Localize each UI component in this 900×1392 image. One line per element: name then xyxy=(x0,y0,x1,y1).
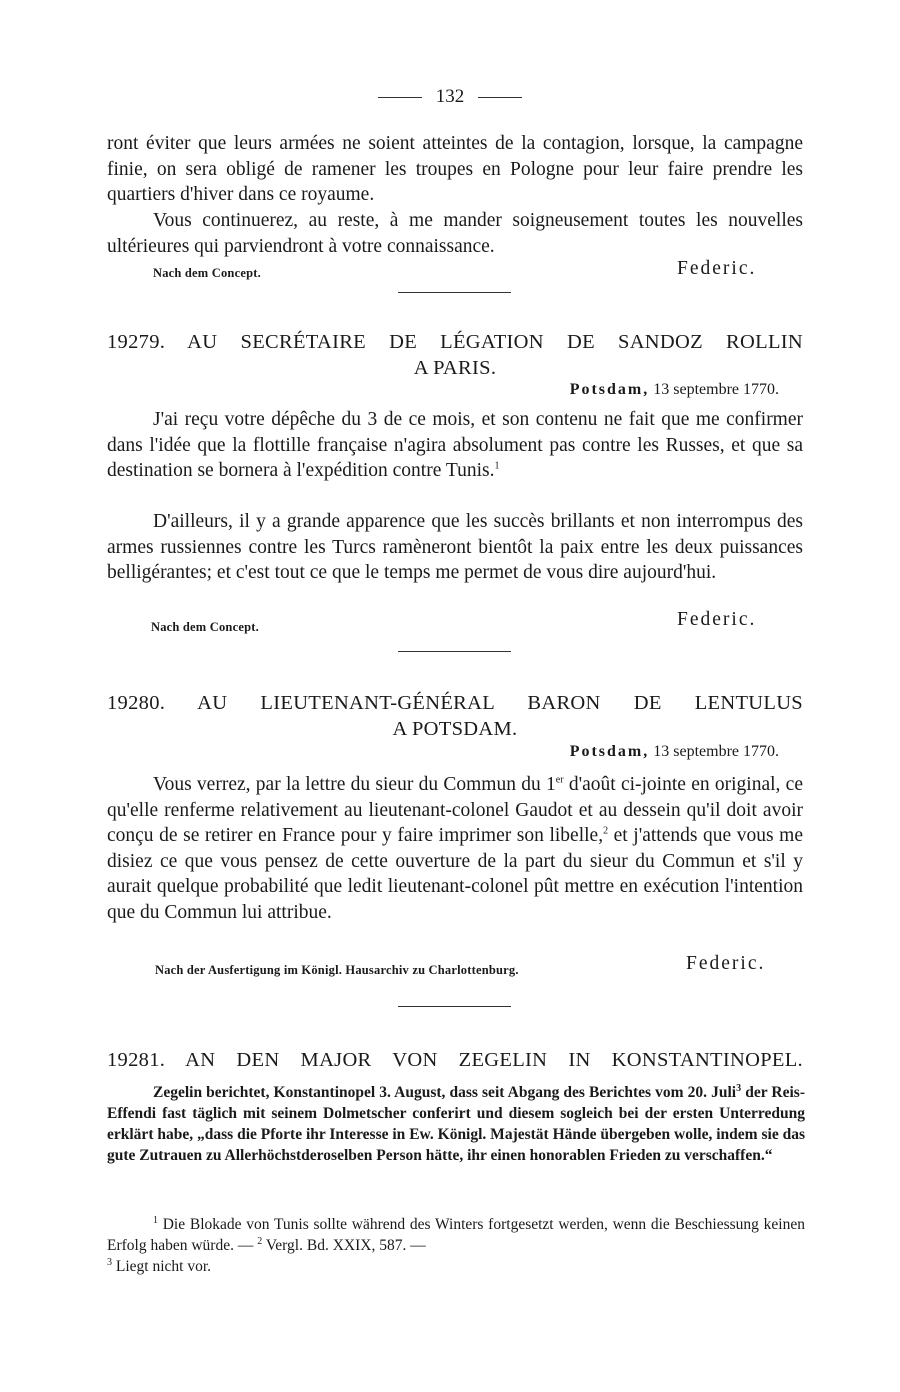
paragraph-text: et j'attends que vous me disiez ce que vous pensez de cette ouverture de la part du sieur du Commun et s'il y aurait quelque probabilité que ledit lieutenant-colonel pût mettre en exécution l'intention que du Commun lui attribue. xyxy=(107,825,803,923)
letter-heading xyxy=(107,1047,803,1073)
date-place: Potsdam, xyxy=(569,743,650,760)
page-header xyxy=(0,86,900,108)
footnote-mark: 1 xyxy=(153,1214,158,1226)
paragraph-text: Vous verrez, par la lettre du sieur du Commun du 1 xyxy=(153,774,556,795)
separator-rule xyxy=(398,651,511,652)
signature: Federic. xyxy=(686,953,766,974)
letter-heading-place: A PARIS. xyxy=(413,357,497,379)
header-rule-left xyxy=(378,97,422,98)
date-text: 13 septembre 1770. xyxy=(653,743,779,760)
date-text: 13 septembre 1770. xyxy=(653,381,779,398)
letter-paragraph-2: D'ailleurs, il y a grande apparence que les succès brillants et non interrompus des armes russiennes contre les Turcs ramèneront bientôt la paix entre les deux puissances belligérantes; et c'est tout ce que le temps me permet de vous dire aujourd'hui. xyxy=(107,511,803,583)
letter-number: 19280. xyxy=(107,692,166,714)
source-note: Nach der Ausfertigung im Königl. Hausarchiv zu Charlottenburg. xyxy=(155,963,519,977)
letter-heading xyxy=(107,690,803,716)
footnote-mark: 3 xyxy=(107,1256,112,1268)
letter-addressee: AU LIEUTENANT-GÉNÉRAL BARON DE LENTULUS xyxy=(197,692,804,714)
signature: Federic. xyxy=(677,609,757,630)
header-rule-right xyxy=(478,97,522,98)
source-note: Nach dem Concept. xyxy=(151,620,259,634)
source-note: Nach dem Concept. xyxy=(153,266,261,280)
letter-number: 19281. xyxy=(107,1049,166,1071)
page-number: 132 xyxy=(435,86,465,107)
superscript: er xyxy=(555,774,564,786)
date-place: Potsdam, xyxy=(569,381,650,398)
footnote-ref: 1 xyxy=(494,460,500,472)
letter-number: 19279. xyxy=(107,331,166,353)
footnote-text: Vergl. Bd. XXIX, 587. — xyxy=(262,1237,426,1254)
letter-addressee: AU SECRÉTAIRE DE LÉGATION DE SANDOZ ROLLIN xyxy=(187,331,804,353)
carry-paragraph-1: ront éviter que leurs armées ne soient atteintes de la contagion, lorsque, la campagne finie, on sera obligé de ramener les troupes en Pologne pour leur faire prendre les quartiers d'hiver dans ce royaume. xyxy=(107,133,803,205)
summary-text: der Reis-Effendi fast täglich mit seinem Dolmetscher conferirt und diesem sogleich bei der ersten Unterredung erklärt habe, „dass die Pforte ihr Interesse in Ew. Königl. Majestät Hände übergeben wolle, indem sie das gute Zutrauen zu Allerhöchstderoselben Person hätte, ihr einen honorablen Frieden zu verschaffen.“ xyxy=(107,1084,805,1164)
footnote-ref: 3 xyxy=(736,1082,742,1094)
separator-rule xyxy=(398,292,511,293)
footnote-ref: 2 xyxy=(603,825,609,837)
letter-paragraph-1 xyxy=(107,407,803,484)
carry-paragraph-2: Vous continuerez, au reste, à me mander soigneusement toutes les nouvelles ultérieures qui parviendront à votre connaissance. xyxy=(107,210,803,257)
paragraph-text: J'ai reçu votre dépêche du 3 de ce mois, et son contenu ne fait que me confirmer dans l'idée que la flottille française n'agira absolument pas contre les Russes, et que sa destination se bornera à l'expédition contre Tunis. xyxy=(107,409,803,481)
footnote-text: Liegt nicht vor. xyxy=(112,1258,212,1275)
dateline xyxy=(107,381,779,399)
letter-addressee: AN DEN MAJOR VON ZEGELIN IN KONSTANTINOPEL. xyxy=(185,1049,803,1071)
dateline xyxy=(107,743,779,761)
letter-summary xyxy=(107,1082,805,1166)
footnote-text: Die Blokade von Tunis sollte während des Winters fortgesetzt werden, wenn die Beschiessung keinen Erfolg haben würde. — xyxy=(107,1216,805,1254)
footnotes xyxy=(107,1214,805,1277)
letter-paragraph-1 xyxy=(107,772,803,925)
paragraph-text: d'août ci-jointe en original, ce qu'elle renferme relativement au lieutenant-colonel Gaudot et au dessein qu'il doit avoir conçu de se retirer en France pour y faire imprimer son libelle, xyxy=(107,774,803,846)
letter-heading xyxy=(107,329,803,355)
separator-rule xyxy=(398,1006,511,1007)
summary-text: Zegelin berichtet, Konstantinopel 3. August, dass seit Abgang des Berichtes vom 20. Juli xyxy=(153,1084,737,1101)
signature: Federic. xyxy=(677,258,757,279)
letter-heading-place: A POTSDAM. xyxy=(392,718,518,740)
footnote-mark: 2 xyxy=(257,1235,263,1247)
